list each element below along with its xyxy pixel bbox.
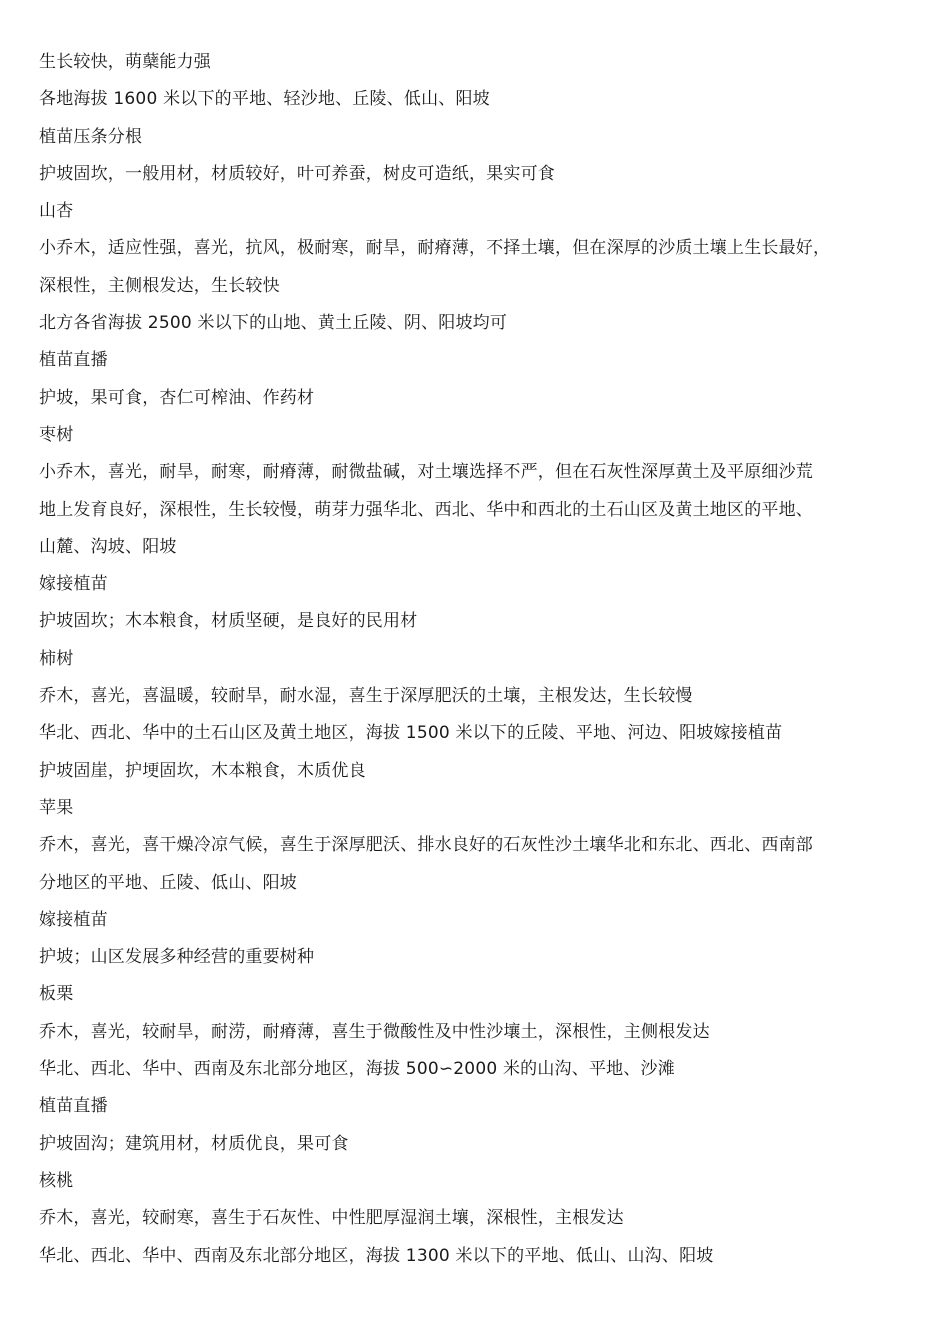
text-line: 植苗直播 (39, 350, 108, 371)
document-body (39, 44, 919, 1275)
text-line: 护坡固坎，一般用材，材质较好，叶可养蚕，树皮可造纸，果实可食 (39, 163, 555, 184)
text-line: 护坡固沟；建筑用材，材质优良，果可食 (39, 1133, 349, 1154)
text-line: 北方各省海拔 2500 米以下的山地、黄土丘陵、阴、阳坡均可 (39, 313, 508, 334)
text-line: 分地区的平地、丘陵、低山、阳坡 (39, 872, 297, 893)
text-line: 护坡固坎；木本粮食，材质坚硬，是良好的民用材 (39, 611, 418, 632)
section-heading: 山杏 (39, 201, 74, 222)
text-line: 护坡，果可食，杏仁可榨油、作药材 (39, 387, 315, 408)
text-line: 生长较快，萌蘖能力强 (39, 52, 211, 72)
text-line: 护坡固崖，护埂固坎，木本粮食，木质优良 (39, 760, 366, 781)
text-line: 嫁接植苗 (39, 909, 108, 930)
text-line: 小乔木，适应性强，喜光，抗风，极耐寒，耐旱，耐瘠薄，不择土壤，但在深厚的沙质土壤上生长最好， (39, 238, 831, 259)
text-line: 华北、西北、华中、西南及东北部分地区，海拔 1300 米以下的平地、低山、山沟、阳坡 (39, 1245, 714, 1266)
section-heading: 枣树 (39, 424, 74, 445)
section-heading: 苹果 (39, 797, 74, 818)
text-line: 各地海拔 1600 米以下的平地、轻沙地、丘陵、低山、阳坡 (39, 89, 490, 110)
text-line: 乔木，喜光，喜干燥冷凉气候，喜生于深厚肥沃、排水良好的石灰性沙土壤华北和东北、西北、西南部 (39, 835, 813, 856)
text-line: 深根性，主侧根发达，生长较快 (39, 275, 280, 296)
text-line: 护坡；山区发展多种经营的重要树种 (39, 947, 315, 968)
text-line: 植苗直播 (39, 1096, 108, 1117)
text-line: 华北、西北、华中、西南及东北部分地区，海拔 500∽2000 米的山沟、平地、沙滩 (39, 1059, 675, 1080)
text-line: 乔木，喜光，喜温暖，较耐旱，耐水湿，喜生于深厚肥沃的土壤，主根发达，生长较慢 (39, 686, 693, 707)
section-heading: 核桃 (39, 1170, 74, 1191)
section-heading: 柿树 (39, 648, 74, 669)
text-line: 山麓、沟坡、阳坡 (39, 536, 177, 557)
section-heading: 板栗 (39, 984, 74, 1005)
text-line: 嫁接植苗 (39, 574, 108, 595)
text-line: 植苗压条分根 (39, 126, 143, 147)
text-line: 地上发育良好，深根性，生长较慢，萌芽力强华北、西北、华中和西北的土石山区及黄土地区的平地、 (39, 499, 813, 520)
text-line: 乔木，喜光，较耐寒，喜生于石灰性、中性肥厚湿润土壤，深根性，主根发达 (39, 1208, 624, 1229)
text-line: 小乔木，喜光，耐旱，耐寒，耐瘠薄，耐微盐碱，对土壤选择不严，但在石灰性深厚黄土及平原细沙荒 (39, 462, 813, 483)
text-line: 乔木，喜光，较耐旱，耐涝，耐瘠薄，喜生于微酸性及中性沙壤土，深根性，主侧根发达 (39, 1021, 710, 1042)
text-line: 华北、西北、华中的土石山区及黄土地区，海拔 1500 米以下的丘陵、平地、河边、阳坡嫁接植苗 (39, 723, 783, 744)
